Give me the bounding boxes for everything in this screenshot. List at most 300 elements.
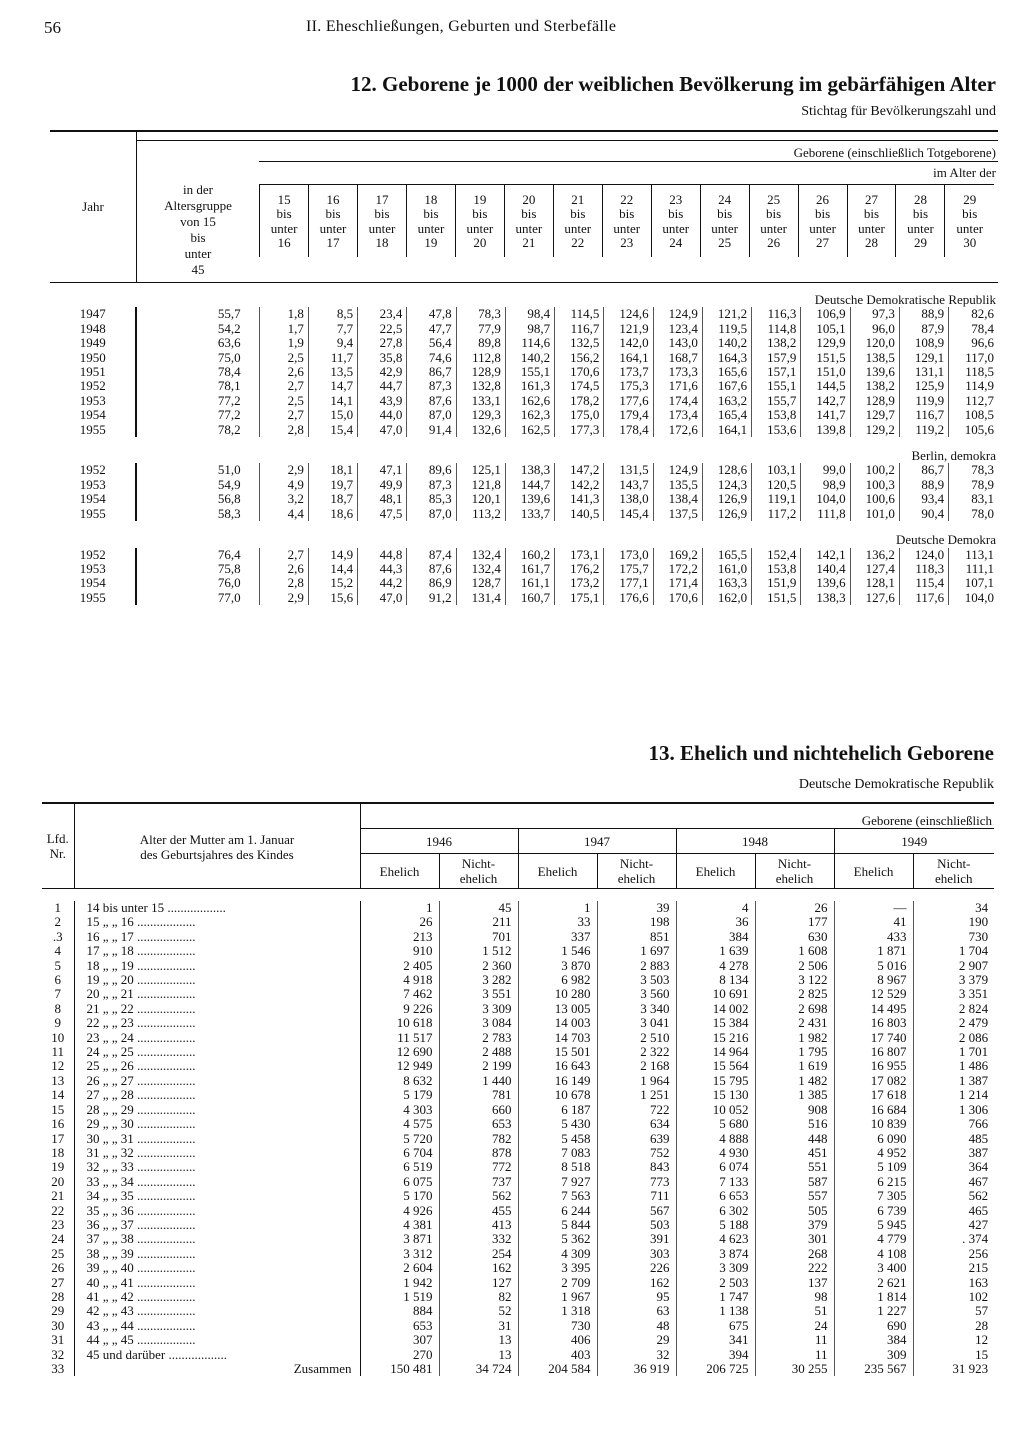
value-cell: 103,1 [752,463,801,477]
value-cell: 13 [439,1348,518,1362]
col-group-line: unter [184,246,212,261]
value-cell: 113,2 [456,507,505,521]
age-col-line: 19 [424,235,438,251]
value-cell: 4 623 [676,1232,755,1246]
value-cell: 174,5 [555,379,604,393]
value-cell: 711 [597,1189,676,1203]
lfd-cell: 30 [51,1317,65,1333]
value-cell: 44,7 [358,379,407,393]
age-col-line: 26 [767,235,781,251]
value-cell: 3 395 [518,1261,597,1275]
col-alter-line: des Geburtsjahres des Kindes [140,847,294,862]
section-label: Deutsche Demokratische Republik [814,292,996,307]
col-jahr: Jahr [50,131,136,283]
value-cell: 337 [518,930,597,944]
value-cell: 17 740 [834,1031,913,1045]
value-cell: 126,9 [702,492,751,506]
value-cell: 14,9 [308,548,357,562]
value-cell: 78,0 [949,507,998,521]
value-cell: 5 680 [676,1117,755,1131]
lfd-cell: 12 [51,1058,65,1074]
value-cell: 144,5 [801,379,850,393]
value-cell: 167,6 [702,379,751,393]
lfd-cell: 2 [54,914,61,930]
col-lfd [42,803,74,889]
age-col-line: unter [368,220,396,236]
lfd-cell: 8 [54,1000,61,1016]
col-alter [74,803,360,889]
age-col-line: bis [276,206,292,222]
table12 [50,130,998,605]
value-cell: 100,2 [850,463,899,477]
value-cell: 164,3 [702,351,751,365]
value-cell: 701 [439,930,518,944]
table-row [42,1333,994,1347]
value-cell: 211 [439,915,518,929]
value-cell: 752 [597,1146,676,1160]
value-cell: 174,4 [653,394,702,408]
value-cell: 1 639 [676,944,755,958]
value-cell: 163,3 [702,576,751,590]
value-cell: 737 [439,1175,518,1189]
col-span-geborene-13: Geborene (einschließlich [360,803,994,829]
value-cell: 138,3 [505,463,554,477]
age-col-line: 17 [375,192,389,207]
age-label-cell: 43 „ „ 44 .................. [74,1319,360,1333]
value-cell: 161,7 [505,562,554,576]
table-row [42,1059,994,1073]
value-cell: 101,0 [850,507,899,521]
year-header: 1949 [834,829,994,854]
value-cell: 179,4 [604,408,653,422]
value-cell: 157,9 [752,351,801,365]
table-row [42,1175,994,1189]
value-cell: 112,7 [949,394,998,408]
value-cell: 98,4 [505,307,554,321]
value-cell: 143,0 [653,336,702,350]
value-cell: 5 720 [360,1132,439,1146]
value-cell: 114,6 [505,336,554,350]
value-cell: 178,2 [555,394,604,408]
value-cell: 91,4 [407,423,456,437]
page-number: 56 [44,18,61,37]
lfd-cell: 25 [51,1245,65,1261]
value-cell: 98,7 [505,322,554,336]
age-col-line: 23 [669,192,683,207]
value-cell: 341 [676,1333,755,1347]
value-cell: 90,4 [899,507,948,521]
table-row [42,1103,994,1117]
value-cell: 163 [913,1276,994,1290]
value-cell: 1 704 [913,944,994,958]
table-row [42,1132,994,1146]
age-col-line: unter [466,220,494,236]
value-cell: 6 187 [518,1103,597,1117]
value-cell: 160,2 [505,548,554,562]
value-cell: 113,1 [949,548,998,562]
age-col-line: 21 [522,235,536,251]
value-cell: 15 795 [676,1074,755,1088]
value-cell: 145,4 [604,507,653,521]
value-cell: 160,7 [505,591,554,605]
value-cell: 162,0 [702,591,751,605]
age-label-cell: 32 „ „ 33 .................. [74,1160,360,1174]
value-cell: 766 [913,1117,994,1131]
year-cell: 1955 [79,421,106,437]
value-cell: 557 [755,1189,834,1203]
value-cell: 587 [755,1175,834,1189]
value-cell: 44,0 [358,408,407,422]
value-cell: 630 [755,930,834,944]
value-cell: 505 [755,1204,834,1218]
age-col-header [798,185,847,257]
year-header: 1946 [360,829,518,854]
lfd-cell: 10 [51,1029,65,1045]
value-cell: 47,0 [358,423,407,437]
value-cell: 1 697 [597,944,676,958]
age-col-line: bis [521,206,537,222]
value-cell: 2,6 [259,365,308,379]
age-label-cell: 40 „ „ 41 .................. [74,1276,360,1290]
lfd-cell: 5 [54,957,61,973]
age-col-line: 28 [865,235,878,251]
year-header: 1947 [518,829,676,854]
value-cell: 95 [597,1290,676,1304]
col-lfd-line: Nr. [49,846,66,861]
value-cell: 138,2 [752,336,801,350]
value-cell: 235 567 [834,1362,913,1376]
table-row [50,394,998,408]
value-cell: 165,6 [702,365,751,379]
table-row [50,379,998,393]
age-col-line: bis [668,206,684,222]
value-cell: 7 305 [834,1189,913,1203]
value-cell: 455 [439,1204,518,1218]
value-cell: 86,7 [407,365,456,379]
value-cell: 4 926 [360,1204,439,1218]
value-cell: 140,2 [702,336,751,350]
value-cell: 116,3 [752,307,801,321]
value-cell: 56,8 [136,492,259,506]
value-cell: 465 [913,1204,994,1218]
value-cell: 5 458 [518,1132,597,1146]
value-cell: 163,2 [702,394,751,408]
table-row [50,463,998,477]
age-col-line: unter [417,220,445,236]
value-cell: 105,1 [801,322,850,336]
value-cell: 78,3 [456,307,505,321]
value-cell: 88,9 [899,307,948,321]
value-cell: 14,1 [308,394,357,408]
value-cell: 85,3 [407,492,456,506]
age-col-line: bis [472,206,488,222]
value-cell: 4,4 [259,507,308,521]
value-cell: 16 807 [834,1045,913,1059]
value-cell: 29 [597,1333,676,1347]
age-col-line: unter [809,220,836,236]
table-row [42,1117,994,1131]
value-cell: 96,6 [949,336,998,350]
value-cell: 98 [755,1290,834,1304]
value-cell: 117,0 [949,351,998,365]
table12-title: 12. Geborene je 1000 der weiblichen Bevölkerung im gebärfähigen Alter [350,72,996,96]
value-cell: 63 [597,1304,676,1318]
value-cell: 2,6 [259,562,308,576]
value-cell: 4 309 [518,1247,597,1261]
age-col-header [455,185,504,257]
value-cell: 114,9 [949,379,998,393]
value-cell: 1 214 [913,1088,994,1102]
value-cell: 5 188 [676,1218,755,1232]
value-cell: 100,3 [850,478,899,492]
value-cell: 132,4 [456,548,505,562]
year-cell: 1951 [79,364,106,380]
value-cell: 75,0 [136,351,259,365]
table12-subtitle: Stichtag für Bevölkerungszahl und [801,104,996,119]
value-cell: 108,9 [899,336,948,350]
value-cell: 15 130 [676,1088,755,1102]
value-cell: 2 621 [834,1276,913,1290]
value-cell: 14,7 [308,379,357,393]
lfd-cell: 15 [51,1101,65,1117]
running-title: II. Eheschließungen, Geburten und Sterbefälle [306,18,617,35]
value-cell: 83,1 [949,492,998,506]
value-cell: 690 [834,1319,913,1333]
lfd-cell: 14 [51,1087,65,1103]
value-cell: 51 [755,1304,834,1318]
value-cell: 1 795 [755,1045,834,1059]
table-row [42,1088,994,1102]
value-cell: 49,9 [358,478,407,492]
value-cell: 132,6 [456,423,505,437]
table-row [42,930,994,944]
value-cell: 150 481 [360,1362,439,1376]
value-cell: 151,5 [752,591,801,605]
value-cell: 16 684 [834,1103,913,1117]
value-cell: 104,0 [949,591,998,605]
value-cell: 384 [834,1333,913,1347]
value-cell: 562 [913,1189,994,1203]
value-cell: 77,2 [136,394,259,408]
value-cell: 17 618 [834,1088,913,1102]
sub-nicht-line: ehelich [935,871,973,886]
value-cell: 2,5 [259,351,308,365]
table-row [50,591,998,605]
value-cell: 165,5 [702,548,751,562]
value-cell: 54,2 [136,322,259,336]
table-row [42,1290,994,1304]
value-cell: 10 691 [676,987,755,1001]
value-cell: 908 [755,1103,834,1117]
value-cell: 4 [676,901,755,915]
value-cell: 448 [755,1132,834,1146]
value-cell: 4,9 [259,478,308,492]
value-cell: 156,2 [555,351,604,365]
value-cell: 3 122 [755,973,834,987]
value-cell: 153,8 [752,562,801,576]
value-cell: 96,0 [850,322,899,336]
value-cell: 6 090 [834,1132,913,1146]
value-cell: 86,9 [407,576,456,590]
value-cell: 44,3 [358,562,407,576]
value-cell: 843 [597,1160,676,1174]
value-cell: 6 982 [518,973,597,987]
value-cell: 161,3 [505,379,554,393]
value-cell: 155,1 [505,365,554,379]
value-cell: 116,7 [555,322,604,336]
value-cell: 10 280 [518,987,597,1001]
value-cell: 2 510 [597,1031,676,1045]
value-cell: 206 725 [676,1362,755,1376]
table-row [42,1304,994,1318]
value-cell: 12 [913,1333,994,1347]
age-col-line: 24 [669,235,683,251]
value-cell: 433 [834,930,913,944]
age-col-line: 25 [718,235,732,251]
table-row [50,423,998,437]
value-cell: 1 251 [597,1088,676,1102]
value-cell: 3 340 [597,1002,676,1016]
value-cell: 1 138 [676,1304,755,1318]
value-cell: 137,5 [653,507,702,521]
value-cell: 14 002 [676,1002,755,1016]
age-label-cell: 14 bis unter 15 .................. [74,901,360,915]
table-row [42,1189,994,1203]
age-col-line: bis [912,206,929,222]
value-cell: 2 360 [439,959,518,973]
value-cell: 406 [518,1333,597,1347]
value-cell: 119,9 [899,394,948,408]
age-col-header [553,185,602,257]
value-cell: 772 [439,1160,518,1174]
table-row [50,548,998,562]
value-cell: 910 [360,944,439,958]
age-label-cell: 35 „ „ 36 .................. [74,1204,360,1218]
value-cell: 503 [597,1218,676,1232]
lfd-cell: 21 [51,1188,65,1204]
value-cell: 451 [755,1146,834,1160]
year-cell: 1953 [79,476,106,492]
value-cell: 10 618 [360,1016,439,1030]
lfd-cell: 13 [51,1072,65,1088]
value-cell: 5 844 [518,1218,597,1232]
value-cell: 1 227 [834,1304,913,1318]
age-col-header [504,185,553,257]
value-cell: 26 [360,915,439,929]
value-cell: 138,5 [850,351,899,365]
value-cell: 3 871 [360,1232,439,1246]
value-cell: 119,1 [752,492,801,506]
value-cell: 5 179 [360,1088,439,1102]
age-col-line: 16 [277,235,291,251]
age-label-cell: 34 „ „ 35 .................. [74,1189,360,1203]
value-cell: 2 506 [755,959,834,973]
value-cell: 78,9 [949,478,998,492]
age-col-line: 28 [913,192,927,207]
age-col-line: bis [619,206,635,222]
value-cell: 116,7 [899,408,948,422]
value-cell: 27,8 [358,336,407,350]
value-cell: 8 967 [834,973,913,987]
value-cell: 1 546 [518,944,597,958]
year-cell: 1952 [79,378,106,394]
lfd-cell: 28 [51,1288,65,1304]
age-label-cell: 29 „ „ 30 .................. [74,1117,360,1131]
value-cell: 138,4 [653,492,702,506]
age-col-line: 27 [816,235,830,251]
value-cell: — [834,901,913,915]
value-cell: 129,7 [850,408,899,422]
value-cell: 139,8 [801,423,850,437]
value-cell: 48,1 [358,492,407,506]
value-cell: 15 384 [676,1016,755,1030]
value-cell: 467 [913,1175,994,1189]
sub-nichtehelich [913,854,994,889]
year-header: 1948 [676,829,834,854]
value-cell: 427 [913,1218,994,1232]
value-cell: 48 [597,1319,676,1333]
sub-ehelich: Ehelich [834,854,913,889]
value-cell: 190 [913,915,994,929]
value-cell: 114,8 [752,322,801,336]
value-cell: 3 379 [913,973,994,987]
age-col-line: unter [858,220,885,236]
value-cell: 132,4 [456,562,505,576]
age-col-header [406,185,455,257]
value-cell: 45 [439,901,518,915]
value-cell: 653 [360,1319,439,1333]
table-row [42,1319,994,1333]
value-cell: 132,8 [456,379,505,393]
age-col-line: unter [662,220,690,236]
sub-nicht-line: Nicht- [619,856,654,871]
spacer [42,889,994,902]
year-cell: 1947 [79,306,106,322]
value-cell: 128,9 [850,394,899,408]
value-cell: 128,1 [850,576,899,590]
table-row [42,1348,994,1362]
value-cell: 3 282 [439,973,518,987]
value-cell: 172,6 [653,423,702,437]
value-cell: 5 945 [834,1218,913,1232]
value-cell: 141,3 [555,492,604,506]
table-row [50,576,998,590]
age-col-line: unter [907,220,934,236]
value-cell: 7,7 [308,322,357,336]
table13 [42,802,994,1376]
value-cell: 11,7 [308,351,357,365]
col-group-line: bis [190,230,206,245]
value-cell: 127,4 [850,562,899,576]
value-cell: 86,7 [899,463,948,477]
value-cell: 773 [597,1175,676,1189]
value-cell: 17 082 [834,1074,913,1088]
value-cell: 1 318 [518,1304,597,1318]
total-row [42,1362,994,1376]
value-cell: 121,8 [456,478,505,492]
col-span-geborene: Geborene (einschließlich Totgeborene) [136,141,998,162]
value-cell: 136,2 [850,548,899,562]
age-col-line: bis [570,206,586,222]
value-cell: 129,9 [801,336,850,350]
age-label-cell: 39 „ „ 40 .................. [74,1261,360,1275]
age-label-cell: 45 und darüber .................. [74,1348,360,1362]
value-cell: 1 964 [597,1074,676,1088]
value-cell: 3 503 [597,973,676,987]
value-cell: 16 643 [518,1059,597,1073]
value-cell: 124,3 [702,478,751,492]
value-cell: 127 [439,1276,518,1290]
